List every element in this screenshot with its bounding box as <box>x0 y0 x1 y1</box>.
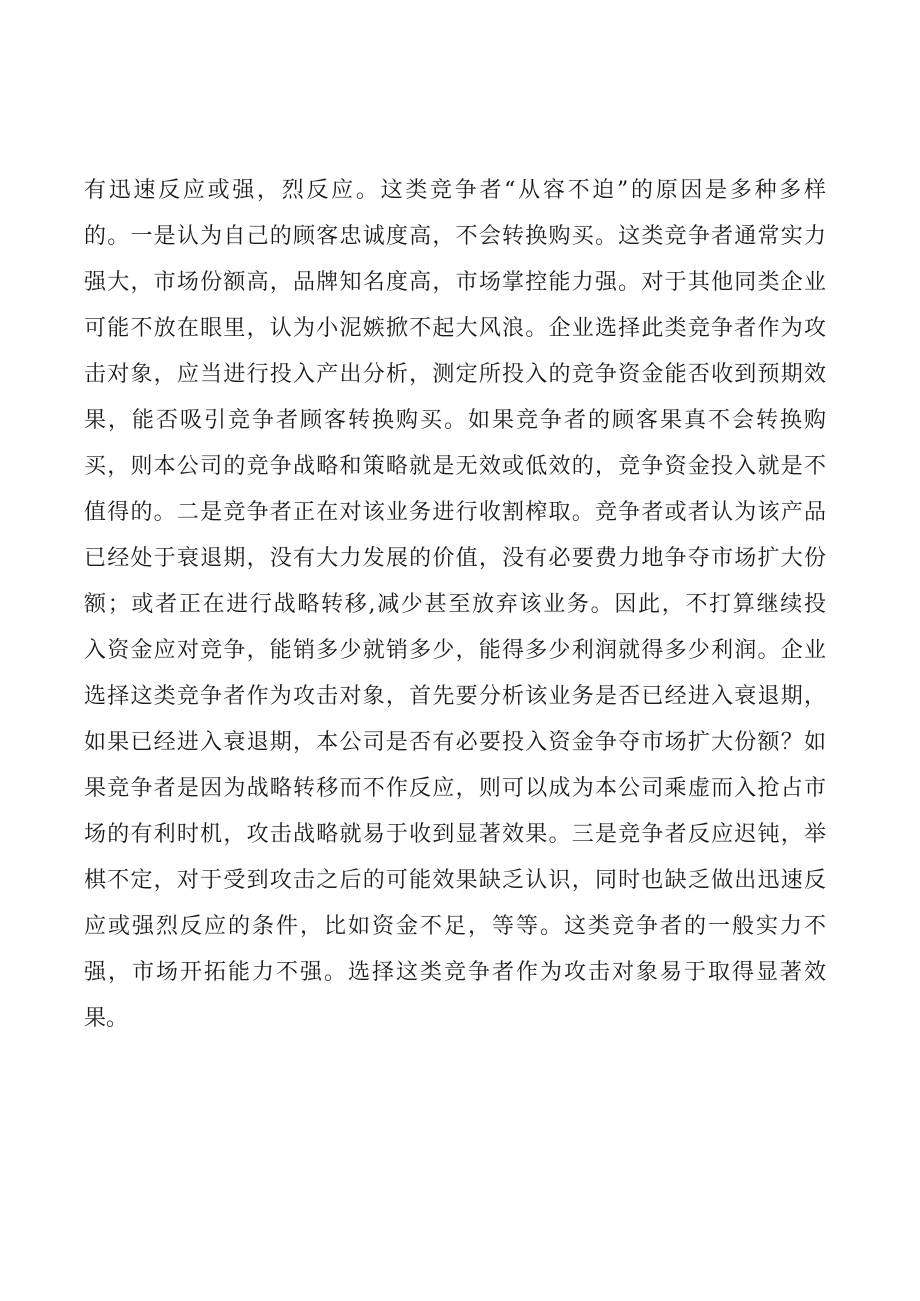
paragraph-line: 买，则本公司的竞争战略和策略就是无效或低效的，竞争资金投入就是不 <box>84 454 826 479</box>
paragraph-line: 额；或者正在进行战略转移,减少甚至放弃该业务。因此，不打算继续投 <box>84 592 826 617</box>
paragraph-line: 已经处于衰退期，没有大力发展的价值，没有必要费力地争夺市场扩大份 <box>84 546 826 571</box>
paragraph-line: 果，能否吸引竞争者顾客转换购买。如果竞争者的顾客果真不会转换购 <box>84 408 826 433</box>
body-paragraph <box>84 168 826 1042</box>
paragraph-line: 果。 <box>84 1006 129 1031</box>
paragraph-line: 强大，市场份额高，品牌知名度高，市场掌控能力强。对于其他同类企业 <box>84 270 826 295</box>
paragraph-line: 的。一是认为自己的顾客忠诚度高，不会转换购买。这类竞争者通常实力 <box>84 224 826 249</box>
paragraph-line: 应或强烈反应的条件，比如资金不足，等等。这类竞争者的一般实力不 <box>84 914 826 939</box>
paragraph-line: 果竞争者是因为战略转移而不作反应，则可以成为本公司乘虚而入抢占市 <box>84 776 826 801</box>
paragraph-line: 可能不放在眼里，认为小泥嫉掀不起大风浪。企业选择此类竞争者作为攻 <box>84 316 826 341</box>
paragraph-line: 如果已经进入衰退期，本公司是否有必要投入资金争夺市场扩大份额？如 <box>84 730 826 755</box>
paragraph-line: 值得的。二是竞争者正在对该业务进行收割榨取。竞争者或者认为该产品 <box>84 500 826 525</box>
paragraph-line: 入资金应对竞争，能销多少就销多少，能得多少利润就得多少利润。企业 <box>84 638 826 663</box>
paragraph-line: 场的有利时机，攻击战略就易于收到显著效果。三是竞争者反应迟钝，举 <box>84 822 826 847</box>
paragraph-line: 有迅速反应或强，烈反应。这类竞争者“从容不迫”的原因是多种多样 <box>84 178 826 203</box>
paragraph-line: 击对象，应当进行投入产出分析，测定所投入的竞争资金能否收到预期效 <box>84 362 826 387</box>
paragraph-line: 选择这类竞争者作为攻击对象，首先要分析该业务是否已经进入衰退期， <box>84 684 826 709</box>
paragraph-line: 强，市场开拓能力不强。选择这类竞争者作为攻击对象易于取得显著效 <box>84 960 826 985</box>
paragraph-line: 棋不定，对于受到攻击之后的可能效果缺乏认识，同时也缺乏做出迅速反 <box>84 868 826 893</box>
